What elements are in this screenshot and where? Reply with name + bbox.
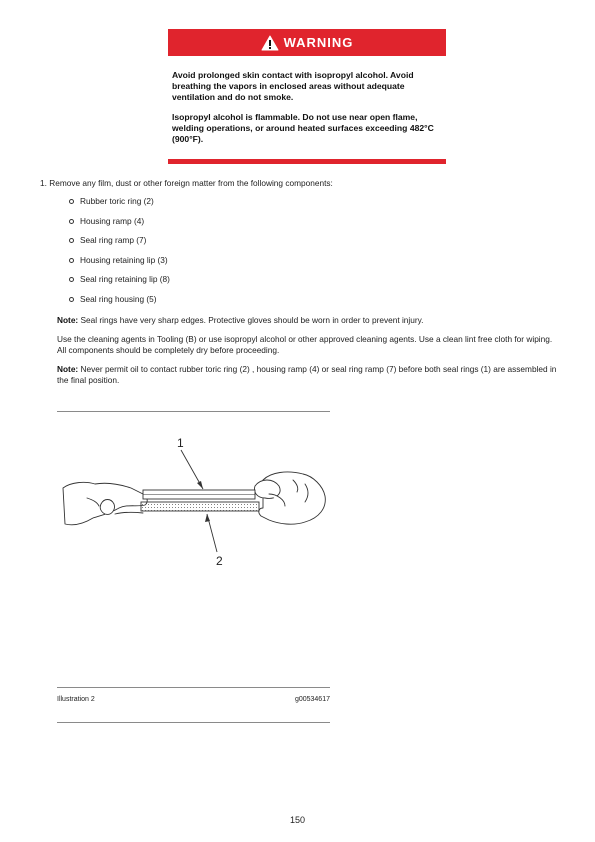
warning-paragraph: Isopropyl alcohol is flammable. Do not use near open flame, welding operations, or around heated surfaces exceeding 482°C (900°F). (172, 112, 434, 144)
warning-banner (168, 29, 446, 56)
bullet-icon (69, 258, 74, 263)
toric-ring-part-2 (141, 502, 259, 511)
list-item (67, 274, 170, 294)
figure-bottom-rule (57, 722, 330, 723)
figure-caption (57, 696, 330, 703)
note-oil-contact (57, 364, 557, 385)
figure-top-rule (57, 411, 330, 412)
callout-2: 2 (216, 554, 223, 568)
list-item-label: Housing ramp (4) (80, 215, 145, 226)
component-list (67, 196, 170, 314)
bullet-icon (69, 238, 74, 243)
bullet-icon (69, 219, 74, 224)
warning-text (172, 70, 444, 154)
bullet-icon (69, 297, 74, 302)
list-item (67, 235, 170, 255)
list-item-label: Housing retaining lip (3) (80, 254, 168, 265)
list-item (67, 216, 170, 236)
figure-caption-rule (57, 687, 330, 688)
list-item (67, 196, 170, 216)
list-item-label: Rubber toric ring (2) (80, 196, 154, 206)
list-item (67, 294, 170, 314)
list-item-label: Seal ring housing (5) (80, 293, 157, 304)
warning-title: WARNING (283, 35, 354, 50)
bullet-icon (69, 199, 74, 204)
warning-bottom-bar (168, 159, 446, 164)
warning-triangle-icon (261, 35, 279, 51)
note-text: Seal rings have very sharp edges. Protective gloves should be worn in order to prevent injury. (78, 315, 424, 325)
bullet-icon (69, 277, 74, 282)
note-label: Note: (57, 315, 79, 325)
caption-label: Illustration 2 (57, 696, 95, 703)
seal-ring-illustration (57, 428, 330, 578)
page-number: 150 (289, 815, 306, 825)
list-item (67, 255, 170, 275)
illustration-id: g00534617 (294, 696, 330, 703)
list-item-label: Seal ring retaining lip (8) (80, 274, 170, 285)
callout-1: 1 (177, 436, 184, 450)
list-item-label: Seal ring ramp (7) (80, 235, 147, 246)
note-sharp-edges (57, 315, 557, 326)
cleaning-paragraph: Use the cleaning agents in Tooling (B) or use isopropyl alcohol or other approved cleaning agents. Use a clean lint free cloth for wiping. All components should be completely dry before proceeding. (57, 334, 553, 355)
note-label: Note: (57, 364, 79, 374)
step-1-text: 1. Remove any film, dust or other foreign matter from the following components: (40, 178, 333, 188)
note-text: Never permit oil to contact rubber toric ring (2) , housing ramp (4) or seal ring ramp (7) before both seal rings (1) are assembled in the final position. (57, 364, 557, 385)
warning-paragraph: Avoid prolonged skin contact with isopropyl alcohol. Avoid breathing the vapors in enclosed areas without adequate ventilation and do not smoke. (172, 70, 414, 102)
